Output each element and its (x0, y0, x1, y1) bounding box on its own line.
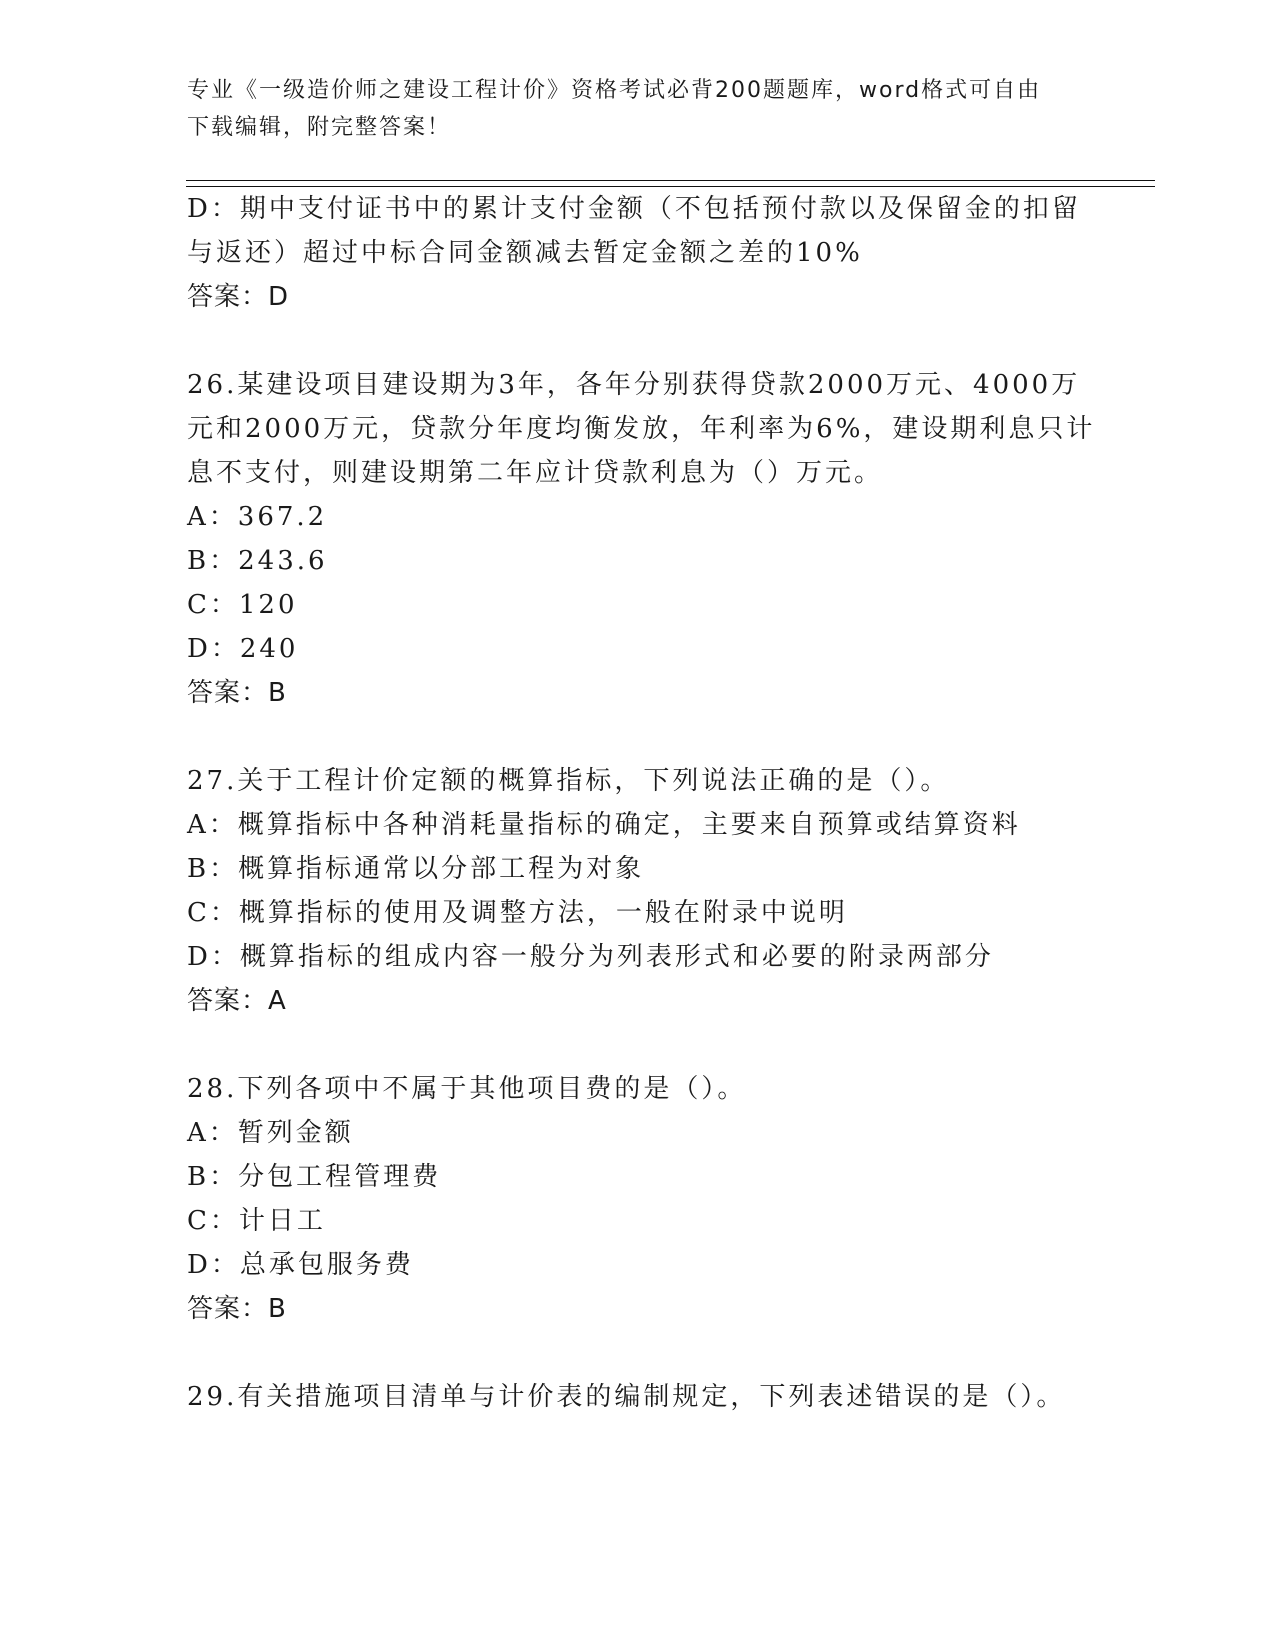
q28-option-c: C：计日工 (187, 1206, 326, 1236)
document-header (187, 72, 1067, 146)
q28-option-d: D：总承包服务费 (187, 1250, 414, 1280)
q26-stem-line-2: 元和2000万元，贷款分年度均衡发放，年利率为6%，建设期利息只计 (187, 414, 1096, 444)
header-divider-top (186, 180, 1155, 181)
q26-option-d: D：240 (187, 634, 299, 664)
q25-option-d-line-1: D：期中支付证书中的累计支付金额（不包括预付款以及保留金的扣留 (187, 194, 1081, 224)
q26-option-b: B：243.6 (187, 546, 328, 576)
q28-option-a: A：暂列金额 (187, 1118, 354, 1148)
q27-answer: 答案：A (187, 986, 287, 1016)
q26-answer: 答案：B (187, 678, 287, 708)
header-line-1: 专业《一级造价师之建设工程计价》资格考试必背200题题库，word格式可自由 (187, 78, 1042, 103)
q26-option-c: C：120 (187, 590, 298, 620)
q27-option-a: A：概算指标中各种消耗量指标的确定，主要来自预算或结算资料 (187, 810, 1021, 840)
header-divider-bottom (186, 186, 1155, 187)
q25-option-d-line-2: 与返还）超过中标合同金额减去暂定金额之差的10% (187, 238, 863, 268)
q26-stem-line-3: 息不支付，则建设期第二年应计贷款利息为（）万元。 (187, 458, 884, 488)
q27-option-c: C：概算指标的使用及调整方法，一般在附录中说明 (187, 898, 848, 928)
q25-answer: 答案：D (187, 282, 290, 312)
q28-option-b: B：分包工程管理费 (187, 1162, 442, 1192)
q29-stem: 29.有关措施项目清单与计价表的编制规定，下列表述错误的是（）。 (187, 1382, 1066, 1412)
q27-option-d: D：概算指标的组成内容一般分为列表形式和必要的附录两部分 (187, 942, 994, 972)
q26-option-a: A：367.2 (187, 502, 328, 532)
q28-stem: 28.下列各项中不属于其他项目费的是（）。 (187, 1074, 747, 1104)
q26-stem-line-1: 26.某建设项目建设期为3年，各年分别获得贷款2000万元、4000万 (187, 370, 1081, 400)
q28-answer: 答案：B (187, 1294, 287, 1324)
q27-stem: 27.关于工程计价定额的概算指标，下列说法正确的是（）。 (187, 766, 950, 796)
header-line-2: 下载编辑，附完整答案！ (187, 115, 452, 140)
q27-option-b: B：概算指标通常以分部工程为对象 (187, 854, 645, 884)
